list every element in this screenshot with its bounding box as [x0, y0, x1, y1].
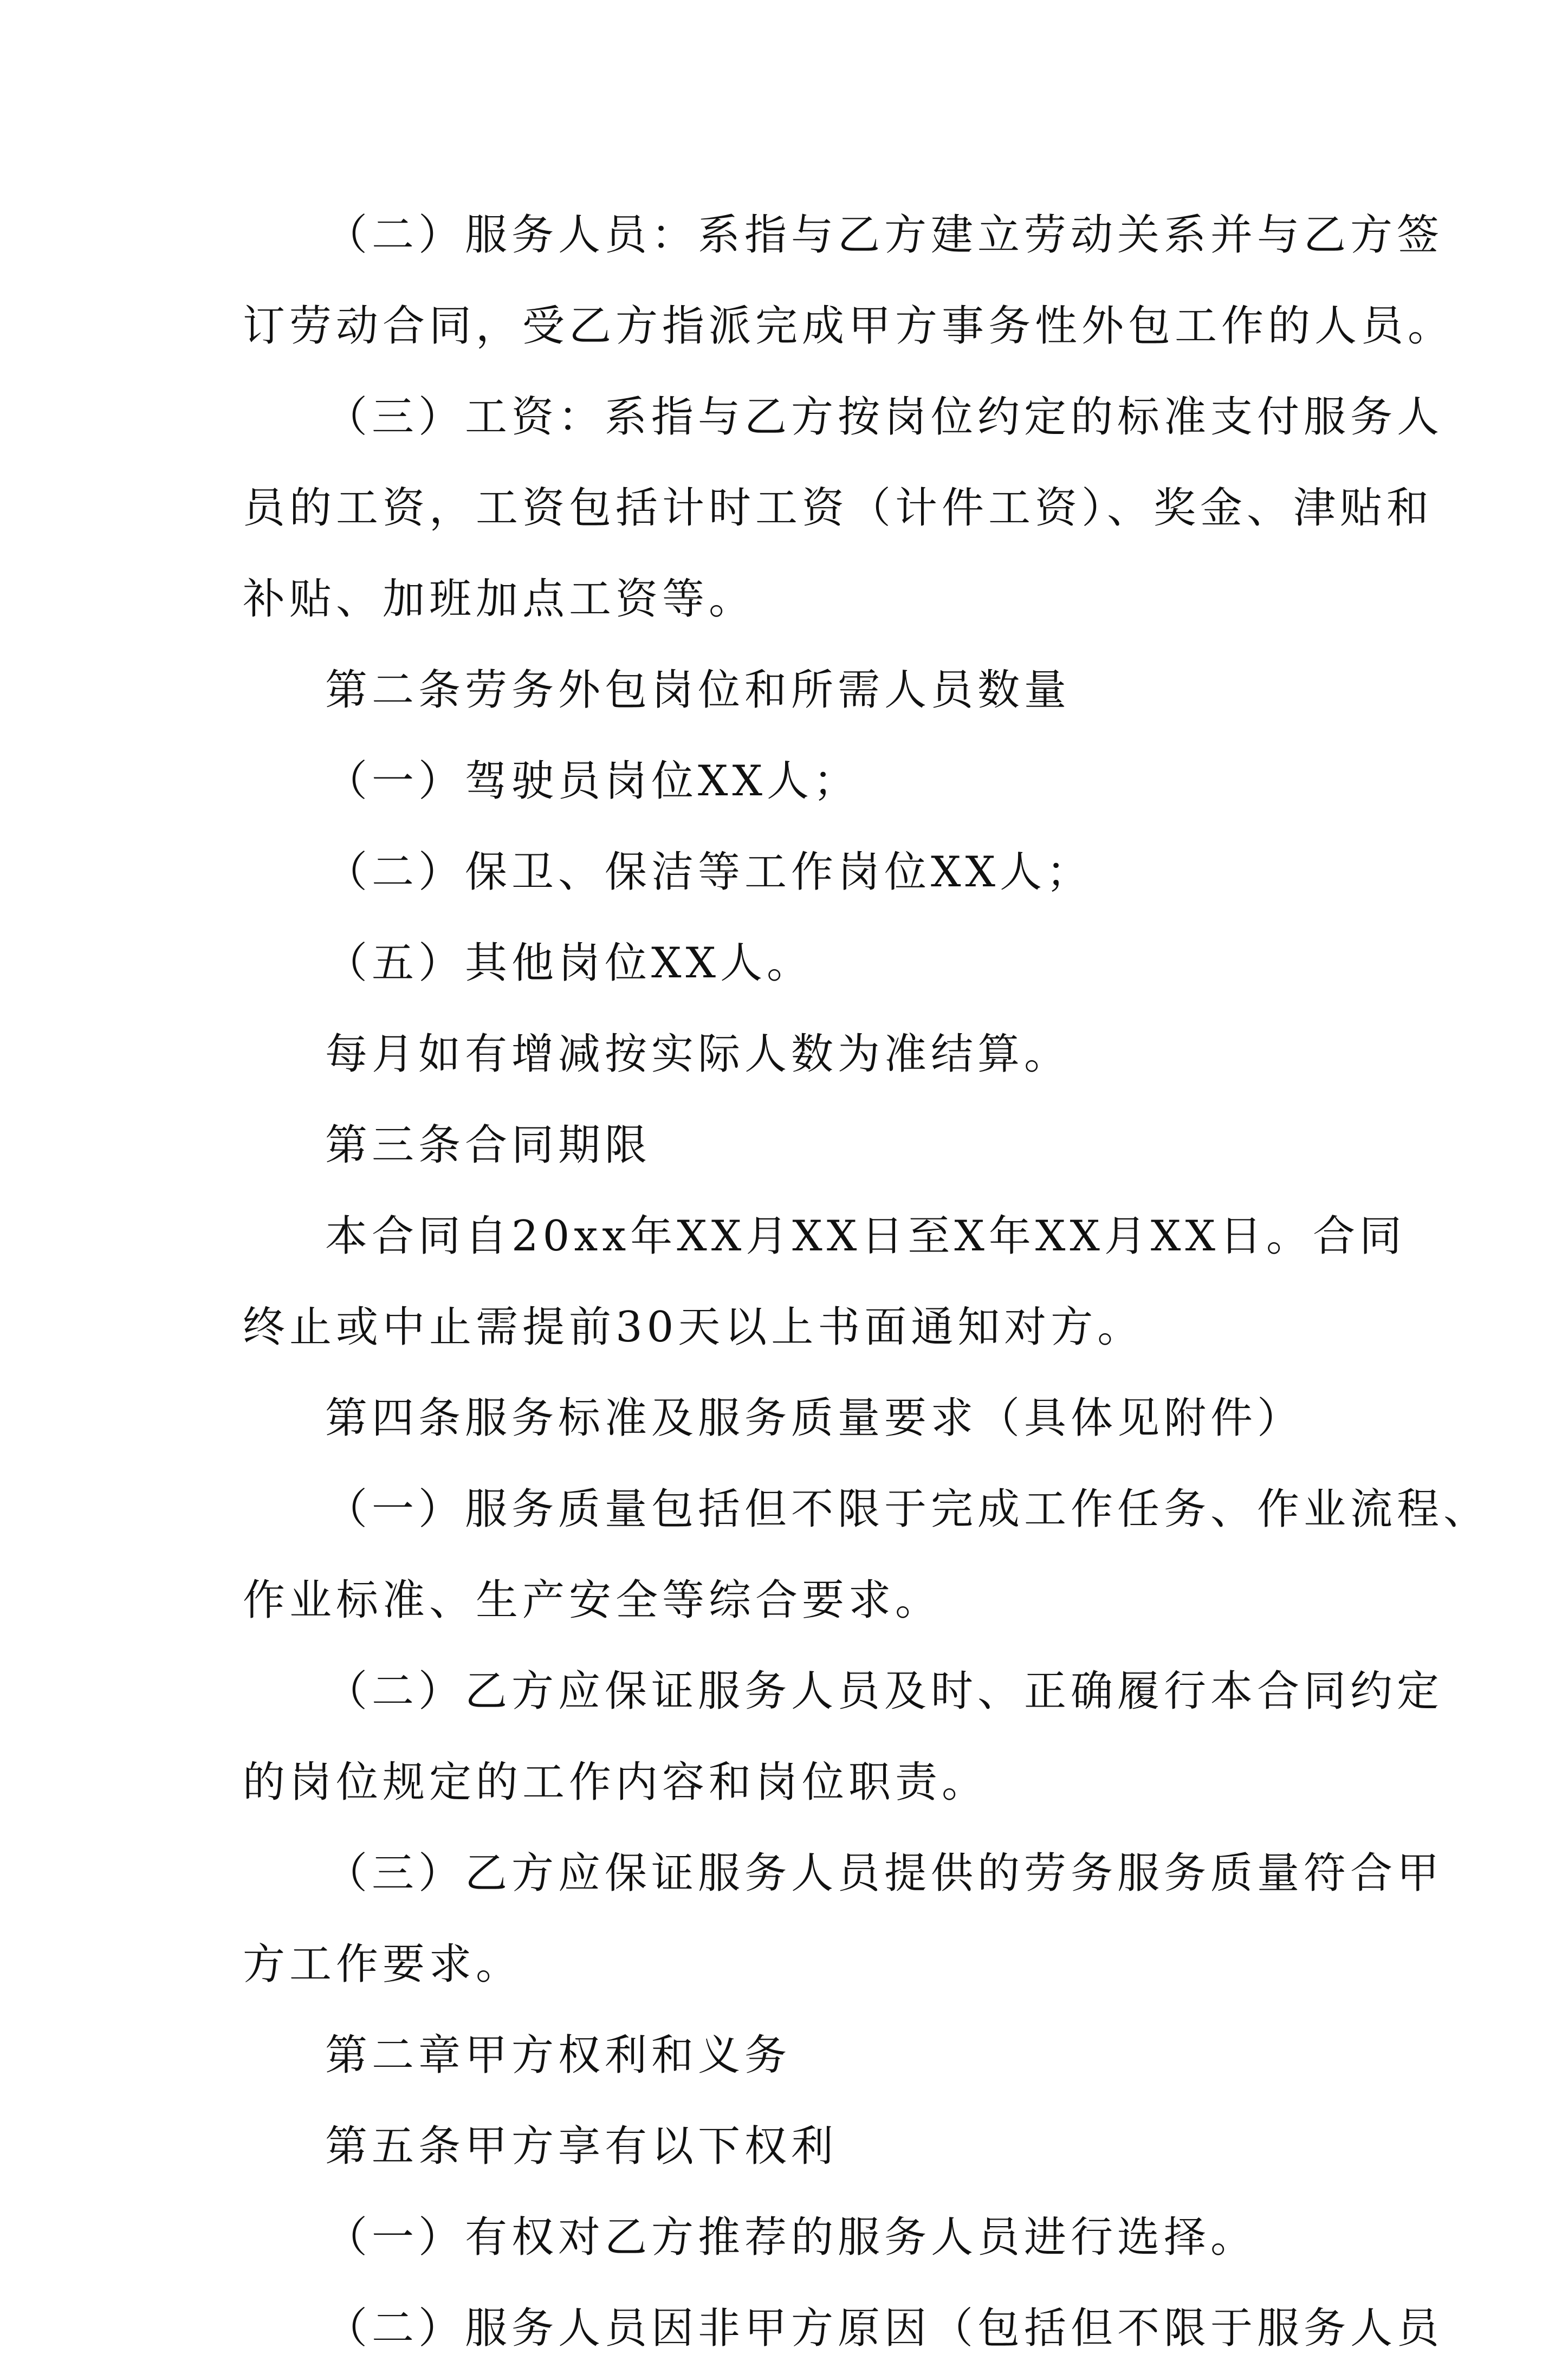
text-line: （一）驾驶员岗位XX人；	[325, 757, 860, 806]
text-line: 补贴、加班加点工资等。	[243, 575, 756, 624]
text-line: 员的工资，工资包括计时工资（计件工资）、奖金、津贴和	[243, 484, 1434, 533]
text-line: （一）有权对乙方推荐的服务人员进行选择。	[325, 2213, 1258, 2262]
text-line: 作业标准、生产安全等综合要求。	[243, 1576, 942, 1625]
document-body	[243, 190, 1491, 2374]
text-line: 终止或中止需提前30天以上书面通知对方。	[243, 1303, 1144, 1352]
section-heading: 第五条甲方享有以下权利	[325, 2122, 838, 2171]
section-heading: 第二条劳务外包岗位和所需人员数量	[325, 666, 1071, 715]
text-line: 方工作要求。	[243, 1940, 523, 1989]
text-line: （三）工资：系指与乙方按岗位约定的标准支付服务人	[325, 393, 1444, 442]
text-line: 本合同自20xx年XX月XX日至X年XX月XX日。合同	[325, 1212, 1406, 1261]
text-line: （三）乙方应保证服务人员提供的劳务服务质量符合甲	[325, 1849, 1444, 1898]
section-heading: 第四条服务标准及服务质量要求（具体见附件）	[325, 1394, 1304, 1443]
chapter-heading: 第二章甲方权利和义务	[325, 2031, 792, 2080]
text-line: （五）其他岗位XX人。	[325, 939, 814, 988]
text-line: 订劳动合同，受乙方指派完成甲方事务性外包工作的人员。	[243, 302, 1455, 351]
text-line: 的岗位规定的工作内容和岗位职责。	[243, 1758, 989, 1807]
section-heading: 第三条合同期限	[325, 1121, 652, 1170]
text-line: （二）服务人员因非甲方原因（包括但不限于服务人员	[325, 2304, 1444, 2353]
text-line: （二）保卫、保洁等工作岗位XX人；	[325, 848, 1093, 897]
text-line: 每月如有增减按实际人数为准结算。	[325, 1030, 1071, 1079]
text-line: （一）服务质量包括但不限于完成工作任务、作业流程、	[325, 1485, 1491, 1534]
text-line: （二）服务人员：系指与乙方建立劳动关系并与乙方签	[325, 211, 1444, 260]
text-line: （二）乙方应保证服务人员及时、正确履行本合同约定	[325, 1667, 1444, 1716]
